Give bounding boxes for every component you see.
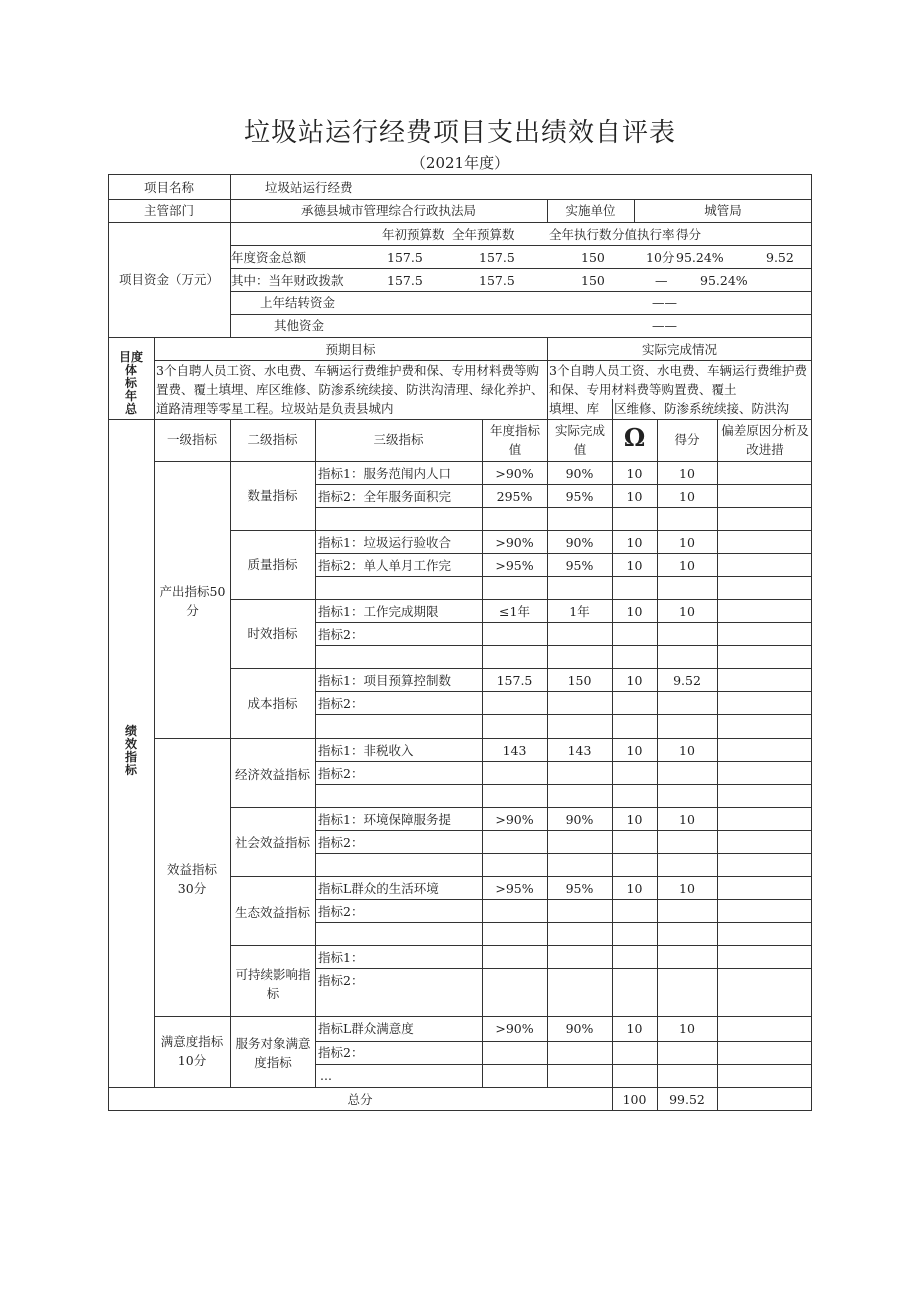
indicator-actual: 90% xyxy=(565,1021,594,1036)
dept-value: 承德县城市管理综合行政执法局 xyxy=(300,203,476,218)
goals-side-label-bot: 总 xyxy=(124,402,137,416)
timeliness-label: 时效指标 xyxy=(247,626,298,641)
indicator-name: ... xyxy=(320,1068,332,1083)
total-score: 99.52 xyxy=(669,1092,705,1107)
funds-fiscal-score-value: — xyxy=(655,273,668,288)
indicator-score: 10 xyxy=(679,1021,695,1036)
indicator-target: >90% xyxy=(495,466,534,481)
dept-label: 主管部门 xyxy=(143,203,194,218)
indicator-name: 指标2： xyxy=(318,1045,364,1060)
indicator-name: 指标2： xyxy=(318,835,364,850)
indicator-score: 10 xyxy=(679,535,695,550)
project-name: 垃圾站运行经费 xyxy=(265,180,353,195)
indicator-score: 10 xyxy=(679,812,695,827)
funds-col-annual: 全年预算数 xyxy=(452,227,515,242)
sustainable-label: 可持续影响指标 xyxy=(235,967,311,1001)
indicator-name: 指标1： xyxy=(318,950,364,965)
indicator-name: 指标2：全年服务面积完 xyxy=(318,489,451,504)
funds-fiscal-executed: 150 xyxy=(581,273,605,288)
total-weight: 100 xyxy=(622,1092,647,1107)
indicator-weight: 10 xyxy=(626,466,643,481)
funds-fiscal-rate: 95.24% xyxy=(700,273,748,288)
funds-total-score-value: 10分 xyxy=(646,250,675,265)
goals-actual-text-2a: 填埋、库 xyxy=(549,401,600,416)
indicator-target: >90% xyxy=(495,535,534,550)
funds-fiscal-initial: 157.5 xyxy=(387,273,423,288)
indicator-target: >95% xyxy=(495,881,534,896)
col-level2: 二级指标 xyxy=(247,432,298,447)
ecological-label: 生态效益指标 xyxy=(234,905,310,920)
funds-col-executed: 全年执行数 xyxy=(549,227,612,242)
indicator-weight: 10 xyxy=(626,812,643,827)
unit-label: 实施单位 xyxy=(565,203,616,218)
indicator-score: 9.52 xyxy=(673,673,701,688)
col-score: 得分 xyxy=(674,432,700,447)
benefit-label-2: 30分 xyxy=(177,881,207,896)
funds-col-rate: 执行率 xyxy=(637,227,675,242)
indicator-score: 10 xyxy=(679,743,695,758)
indicator-name: 指标2： xyxy=(318,627,364,642)
indicator-weight: 10 xyxy=(626,673,643,688)
indicator-score: 10 xyxy=(679,466,695,481)
goals-side-label-top: 目度 xyxy=(118,350,143,364)
project-name-label: 项目名称 xyxy=(143,180,194,195)
indicator-weight: 10 xyxy=(626,1021,643,1036)
indicator-target: 157.5 xyxy=(496,673,533,688)
quality-label: 质量指标 xyxy=(247,557,298,572)
goals-actual-text-1: 3个自聘人员工资、水电费、车辆运行费维护费和保、专用材料费等购置费、覆土 xyxy=(549,363,807,397)
funds-carry-dash: —— xyxy=(652,295,677,310)
social-label: 社会效益指标 xyxy=(234,835,310,850)
indicator-score: 10 xyxy=(679,489,695,504)
indicator-name: 指标1：环境保障服务提 xyxy=(318,812,451,827)
funds-carry-label: 上年结转资金 xyxy=(260,295,336,310)
col-level3: 三级指标 xyxy=(373,432,424,447)
indicator-name: 指标2：单人单月工作完 xyxy=(318,558,451,573)
indicator-target: >90% xyxy=(495,1021,534,1036)
indicator-actual: 150 xyxy=(567,673,592,688)
indicator-weight: 10 xyxy=(626,743,643,758)
indicator-actual: 90% xyxy=(565,466,594,481)
funds-total-label: 年度资金总额 xyxy=(231,250,307,265)
indicator-weight: 10 xyxy=(626,535,643,550)
indicator-target: 143 xyxy=(502,743,527,758)
funds-total-annual: 157.5 xyxy=(479,250,515,265)
col-level1: 一级指标 xyxy=(166,432,217,447)
funds-col-score-value: 分值 xyxy=(612,227,638,242)
indicators-side-label: 绩效指标 xyxy=(124,724,137,777)
indicator-weight: 10 xyxy=(626,558,643,573)
indicator-actual: 95% xyxy=(565,489,594,504)
indicator-score: 10 xyxy=(679,604,695,619)
indicator-weight: 10 xyxy=(626,489,643,504)
funds-col-score: 得分 xyxy=(676,227,702,242)
goals-expected-text: 3个自聘人员工资、水电费、车辆运行费维护费和保、专用材料费等购置费、覆土填埋、库区维修、防渗系统续接、防洪沟清理、绿化养护、道路清理等零星工程。垃圾站是负责县城内 xyxy=(156,363,544,416)
indicator-weight: 10 xyxy=(626,604,643,619)
funds-fiscal-annual: 157.5 xyxy=(479,273,515,288)
funds-total-rate: 95.24% xyxy=(676,250,724,265)
indicator-name: 指标1：非税收入 xyxy=(318,743,414,758)
funds-total-initial: 157.5 xyxy=(387,250,423,265)
goals-actual-text-2b: 区维修、防渗系统续接、防洪沟 xyxy=(614,401,790,416)
indicator-target: ≤1年 xyxy=(499,604,530,619)
indicator-weight: 10 xyxy=(626,881,643,896)
indicator-name: 指标2： xyxy=(318,766,364,781)
col-actual: 实际完成值 xyxy=(554,423,605,457)
indicator-score: 10 xyxy=(679,558,695,573)
funds-total-executed: 150 xyxy=(581,250,605,265)
funds-total-score: 9.52 xyxy=(766,250,794,265)
indicator-actual: 95% xyxy=(565,881,594,896)
col-deviation: 偏差原因分析及改进措 xyxy=(721,423,809,457)
indicator-name: 指标1：垃圾运行验收合 xyxy=(318,535,451,550)
document-year: （2021年度） xyxy=(410,154,510,172)
indicator-score: 10 xyxy=(679,881,695,896)
service-label: 服务对象满意度指标 xyxy=(235,1036,311,1070)
indicator-actual: 90% xyxy=(565,812,594,827)
funds-col-initial: 年初预算数 xyxy=(382,227,445,242)
benefit-label-1: 效益指标 xyxy=(166,862,217,877)
quantity-label: 数量指标 xyxy=(247,488,298,503)
unit-value: 城管局 xyxy=(704,203,742,218)
indicator-actual: 143 xyxy=(567,743,592,758)
document-title: 垃圾站运行经费项目支出绩效自评表 xyxy=(243,118,676,148)
output-label: 产出指标50分 xyxy=(159,584,226,618)
indicator-name: 指标1：项目预算控制数 xyxy=(318,673,451,688)
economic-label: 经济效益指标 xyxy=(234,767,310,782)
indicator-name: 指标L群众满意度 xyxy=(318,1021,414,1036)
funds-fiscal-label: 其中：当年财政拨款 xyxy=(231,273,344,288)
goals-side-label-mid: 体标年 xyxy=(124,363,137,403)
col-target: 年度指标值 xyxy=(489,423,540,457)
indicator-target: 295% xyxy=(496,489,533,504)
indicator-actual: 1年 xyxy=(569,604,590,619)
indicator-name: 指标L群众的生活环境 xyxy=(318,881,439,896)
satisfaction-label: 满意度指标10分 xyxy=(160,1034,224,1068)
goals-actual-header: 实际完成情况 xyxy=(641,342,717,357)
indicator-actual: 90% xyxy=(565,535,594,550)
indicator-name: 指标2： xyxy=(318,973,364,988)
indicator-name: 指标1：服务范闱内人口 xyxy=(318,466,451,481)
col-weight-glyph: Ω xyxy=(623,423,646,452)
funds-other-label: 其他资金 xyxy=(274,318,325,333)
indicator-name: 指标2： xyxy=(318,696,364,711)
indicator-target: >95% xyxy=(495,558,534,573)
funds-other-dash: —— xyxy=(652,318,677,333)
goals-expected-header: 预期目标 xyxy=(325,342,376,357)
indicator-name: 指标1：工作完成期限 xyxy=(318,604,439,619)
indicator-actual: 95% xyxy=(565,558,594,573)
total-label: 总分 xyxy=(347,1092,373,1107)
indicator-target: >90% xyxy=(495,812,534,827)
funds-label: 项目资金（万元） xyxy=(118,272,219,287)
indicator-name: 指标2： xyxy=(318,904,364,919)
cost-label: 成本指标 xyxy=(247,696,298,711)
